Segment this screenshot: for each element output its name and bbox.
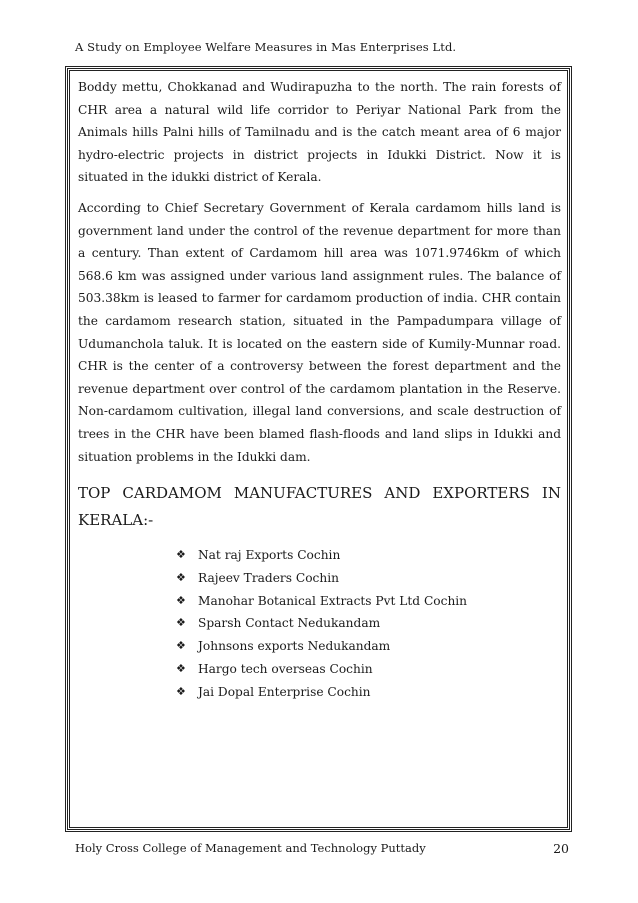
list-item: [176, 612, 561, 635]
list-item-label: Jai Dopal Enterprise Cochin: [198, 684, 371, 699]
heading-word: TOP: [78, 484, 111, 503]
list-item-label: Nat raj Exports Cochin: [198, 548, 341, 563]
running-footer: [75, 841, 569, 856]
list-item: [176, 567, 561, 590]
diamond-bullet-icon: ❖: [176, 684, 186, 698]
list-item: [176, 544, 561, 567]
list-item: [176, 590, 561, 613]
running-header: A Study on Employee Welfare Measures in Mas Enterprises Ltd.: [75, 40, 457, 54]
heading-word: MANUFACTURES: [233, 484, 373, 503]
list-item: [176, 658, 561, 681]
section-heading: [78, 480, 561, 534]
footer-institution: Holy Cross College of Management and Technology Puttady: [75, 841, 426, 855]
exporters-list: [78, 544, 561, 704]
list-item-label: Sparsh Contact Nedukandam: [198, 616, 381, 631]
list-item-label: Manohar Botanical Extracts Pvt Ltd Cochin: [198, 593, 468, 608]
list-item-label: Johnsons exports Nedukandam: [198, 639, 391, 654]
diamond-bullet-icon: ❖: [176, 548, 186, 562]
diamond-bullet-icon: ❖: [176, 639, 186, 653]
diamond-bullet-icon: ❖: [176, 662, 186, 676]
heading-word: AND: [384, 484, 421, 503]
paragraph-1: Boddy mettu, Chokkanad and Wudirapuzha to the north. The rain forests of CHR area a natural wild life corridor to Periyar National Park from the Animals hills Palni hills of Tamilnadu and is the catch meant area of 6 major hydro-electric projects in district projects in Idukki District. Now it is situated in the idukki district of Kerala.: [78, 80, 561, 185]
list-item-label: Hargo tech overseas Cochin: [198, 662, 373, 677]
diamond-bullet-icon: ❖: [176, 570, 186, 584]
diamond-bullet-icon: ❖: [176, 616, 186, 630]
heading-word: IN: [541, 484, 561, 503]
list-item: [176, 635, 561, 658]
diamond-bullet-icon: ❖: [176, 593, 186, 607]
section-heading-line1: [78, 480, 561, 507]
heading-word: EXPORTERS: [432, 484, 530, 503]
heading-word: CARDAMOM: [122, 484, 222, 503]
page-number: 20: [553, 841, 569, 856]
paragraph-2: According to Chief Secretary Government of Kerala cardamom hills land is government land under the control of the revenue department for more than a century. Than extent of Cardamom hill area was 1071.9746km of which 568.6 km was assigned under various land assignment rules. The balance of 503.38km is leased to farmer for cardamom production of india. CHR contain the cardamom research station, situated in the Pampadumpara village of Udumanchola taluk. It is located on the eastern side of Kumily-Munnar road. CHR is the center of a controversy between the forest department and the revenue department over control of the cardamom plantation in the Reserve. Non-cardamom cultivation, illegal land conversions, and scale destruction of trees in the CHR have been blamed flash-floods and land slips in Idukki and situation problems in the Idukki dam.: [78, 200, 561, 464]
list-item-label: Rajeev Traders Cochin: [198, 570, 339, 585]
section-heading-line2: KERALA:-: [78, 511, 154, 530]
page-content: [78, 76, 561, 704]
list-item: [176, 681, 561, 704]
